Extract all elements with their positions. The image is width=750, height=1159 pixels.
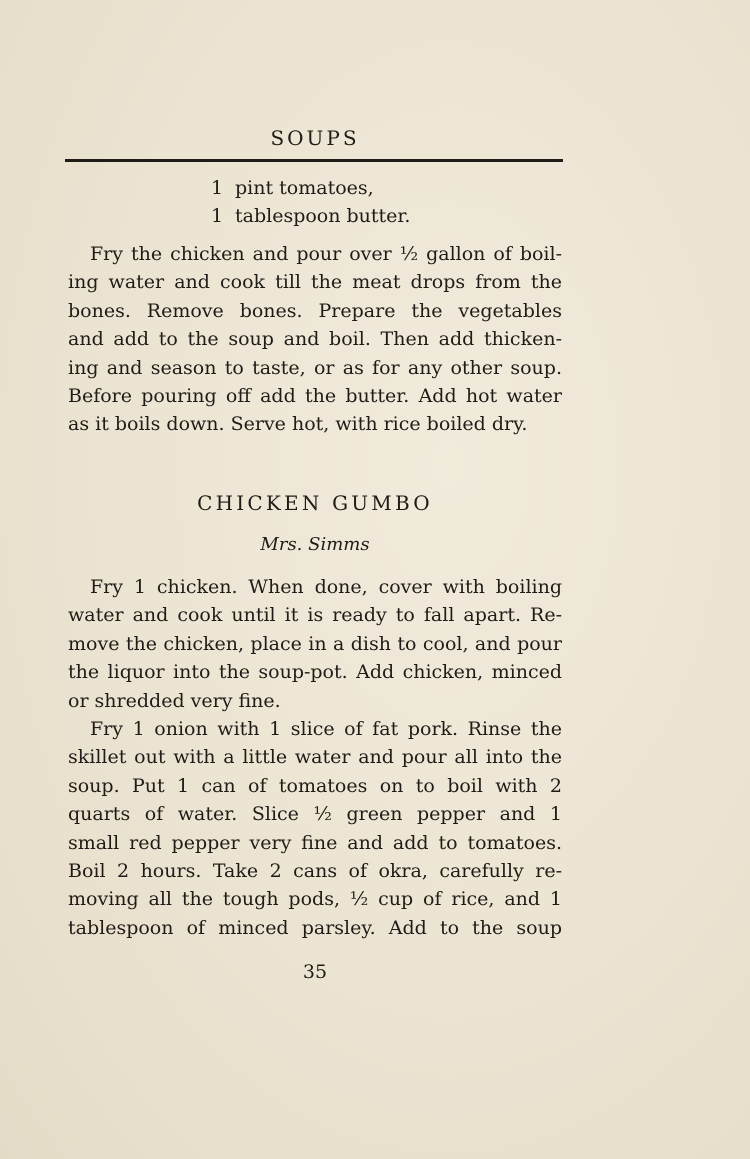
ingredient-line <box>211 202 410 230</box>
ingredient-quantity: 1 <box>211 177 224 199</box>
text-line: Before pouring off add the butter. Add hot water <box>68 385 562 408</box>
text-line: and add to the soup and boil. Then add thicken- <box>68 328 562 351</box>
ingredient-text: tablespoon butter. <box>235 205 411 227</box>
text-line: the liquor into the soup-pot. Add chicken, minced <box>68 661 562 684</box>
paragraph-gumbo-1 <box>68 573 562 715</box>
text-line: skillet out with a little water and pour all into the <box>68 746 562 769</box>
text-line: water and cook until it is ready to fall apart. Re- <box>68 604 562 627</box>
text-line: Fry 1 onion with 1 slice of fat pork. Rinse the <box>90 718 562 740</box>
text-line: Boil 2 hours. Take 2 cans of okra, carefully re- <box>68 860 562 883</box>
book-page <box>68 0 562 1159</box>
paragraph-gumbo-2 <box>68 715 562 942</box>
text-line: ing and season to taste, or as for any other soup. <box>68 356 562 379</box>
ingredient-line <box>211 174 374 202</box>
header-rule <box>65 159 563 162</box>
text-line: small red pepper very fine and add to tomatoes. <box>68 831 562 854</box>
text-line: ing water and cook till the meat drops from the <box>68 271 562 294</box>
text-line: Fry the chicken and pour over ½ gallon of boil- <box>90 243 562 265</box>
ingredient-text: pint tomatoes, <box>235 177 374 199</box>
recipe-byline: Mrs. Simms <box>260 534 370 555</box>
ingredient-quantity: 1 <box>211 205 224 227</box>
text-line: as it boils down. Serve hot, with rice boiled dry. <box>68 413 528 436</box>
text-line: bones. Remove bones. Prepare the vegetables <box>68 299 562 322</box>
text-line: tablespoon of minced parsley. Add to the soup <box>68 916 562 939</box>
text-line: or shredded very fine. <box>68 689 281 712</box>
text-line: move the chicken, place in a dish to cool, and pour <box>68 632 562 655</box>
text-line: soup. Put 1 can of tomatoes on to boil with 2 <box>68 774 562 797</box>
running-head: SOUPS <box>270 126 360 150</box>
text-line: quarts of water. Slice ½ green pepper and 1 <box>68 803 562 826</box>
text-line: moving all the tough pods, ½ cup of rice, and 1 <box>68 888 562 911</box>
section-title: CHICKEN GUMBO <box>197 491 433 515</box>
text-line: Fry 1 chicken. When done, cover with boiling <box>90 576 562 598</box>
page-number: 35 <box>302 961 328 983</box>
paragraph-instructions <box>68 240 562 439</box>
